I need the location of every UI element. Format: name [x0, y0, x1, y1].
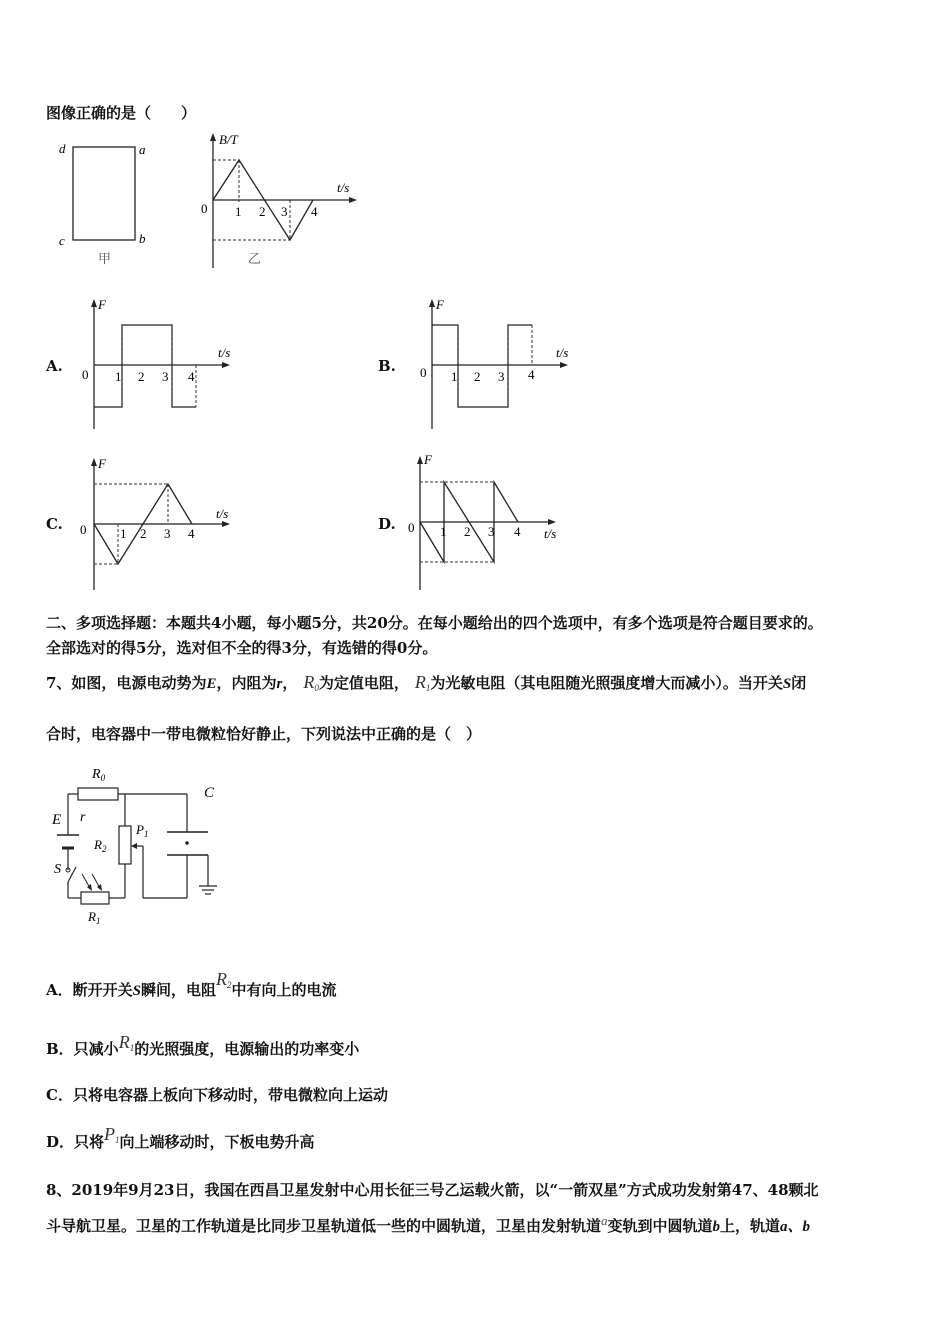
origin: 0: [420, 365, 427, 380]
resistor-r1: [81, 892, 109, 904]
label-c: c: [59, 233, 65, 248]
q6-stem: 图像正确的是（ ）: [46, 104, 197, 122]
figure-yi-graph: [195, 130, 365, 275]
tick-4: 4: [188, 369, 195, 384]
x-label: t/s: [556, 345, 569, 360]
tick-1: 1: [451, 369, 458, 384]
q7-stem-line2: 合时，电容器中一带电微粒恰好静止，下列说法中正确的是（ ）: [46, 725, 482, 743]
resistor-r2: [119, 826, 131, 864]
svg-text:C: C: [204, 785, 215, 801]
q8-line2: 斗导航卫星。卫星的工作轨道是比同步卫星轨道低一些的中圆轨道，卫星由发射轨道a变轨到中圆轨道b上，轨道a、b: [46, 1213, 811, 1235]
section2-line1: 二、多项选择题：本题共4小题，每小题5分，共20分。在每小题给出的四个选项中，有多个选项是符合题目要求的。: [46, 614, 823, 632]
tick-4: 4: [528, 367, 535, 382]
y-label: F: [98, 297, 106, 312]
svg-text:R2: $R_2$: [94, 837, 107, 854]
svg-text:P1: $P_1$: [136, 822, 149, 839]
tick-1: 1: [115, 369, 122, 384]
origin: 0: [82, 367, 89, 382]
tick-4: 4: [188, 526, 195, 541]
option-d-graph: [402, 452, 577, 594]
y-label: F: [98, 456, 106, 471]
yaxis-label: B/T: [219, 132, 238, 147]
tick-2: 2: [138, 369, 145, 384]
q7-circuit: [48, 758, 238, 930]
resistor-r0: [78, 788, 118, 800]
xaxis-label: t/s: [337, 180, 350, 195]
tick-1: 1: [235, 204, 242, 219]
q7-option-a[interactable]: A．断开开关S瞬间，电阻$R_2$中有向上的电流: [46, 969, 337, 999]
svg-text:E: E: [52, 812, 62, 828]
tick-3: 3: [281, 204, 288, 219]
tick-3: 3: [162, 369, 169, 384]
y-label: F: [436, 297, 444, 312]
y-label: F: [424, 452, 432, 467]
section2-line2: 全部选对的得5分，选对但不全的得3分，有选错的得0分。: [46, 639, 438, 657]
label-a: a: [139, 142, 146, 157]
q7-option-c[interactable]: C．只将电容器上板向下移动时，带电微粒向上运动: [46, 1086, 388, 1104]
charged-particle: [185, 841, 189, 845]
tick-4: 4: [311, 204, 318, 219]
x-label: t/s: [218, 345, 231, 360]
caption-yi: 乙: [248, 251, 262, 266]
tick-2: 2: [464, 524, 471, 539]
q8-line1: 8、2019年9月23日，我国在西昌卫星发射中心用长征三号乙运载火箭，以“一箭双星”方式成功发射第47、48颗北: [46, 1181, 819, 1199]
option-b-letter[interactable]: B.: [378, 357, 396, 375]
tick-1: 1: [440, 524, 447, 539]
figure-jia-loop: [55, 135, 155, 270]
label-d: d: [59, 141, 66, 156]
x-label: t/s: [216, 506, 229, 521]
svg-text:R0: $R_0$: [92, 767, 106, 783]
option-a-graph: [78, 295, 248, 435]
q7-stem-line1: 7、如图，电源电动势为E，内阻为r， $R_0$为定值电阻， $R_1$为光敏电阻（其电阻随光照强度增大而减小）。当开关S闭: [46, 672, 807, 693]
tick-1: 1: [120, 526, 127, 541]
q7-option-b[interactable]: B．只减小$R_1$的光照强度，电源输出的功率变小: [46, 1032, 360, 1058]
origin: 0: [408, 520, 415, 535]
loop-rect: [73, 147, 135, 240]
tick-2: 2: [259, 204, 266, 219]
option-c-graph: [76, 454, 246, 594]
option-d-letter[interactable]: D.: [378, 515, 396, 533]
option-b-graph: [416, 295, 586, 435]
tick-3: 3: [498, 369, 505, 384]
tick-3: 3: [488, 524, 495, 539]
svg-text:S: S: [54, 862, 61, 877]
slider-p1: [131, 843, 137, 849]
option-a-letter[interactable]: A.: [46, 357, 63, 375]
q7-option-d[interactable]: D．只将$P_1$向上端移动时，下板电势升高: [46, 1124, 315, 1151]
switch-blade: [68, 867, 76, 882]
x-label: t/s: [544, 526, 557, 541]
tick-4: 4: [514, 524, 521, 539]
svg-text:r: r: [80, 810, 86, 825]
option-c-letter[interactable]: C.: [46, 515, 63, 533]
origin: 0: [201, 201, 208, 216]
origin: 0: [80, 522, 87, 537]
caption-jia: 甲: [98, 251, 112, 266]
svg-text:R1: $R_1$: [88, 909, 101, 926]
tick-2: 2: [140, 526, 147, 541]
label-b: b: [139, 231, 146, 246]
tick-3: 3: [164, 526, 171, 541]
tick-2: 2: [474, 369, 481, 384]
